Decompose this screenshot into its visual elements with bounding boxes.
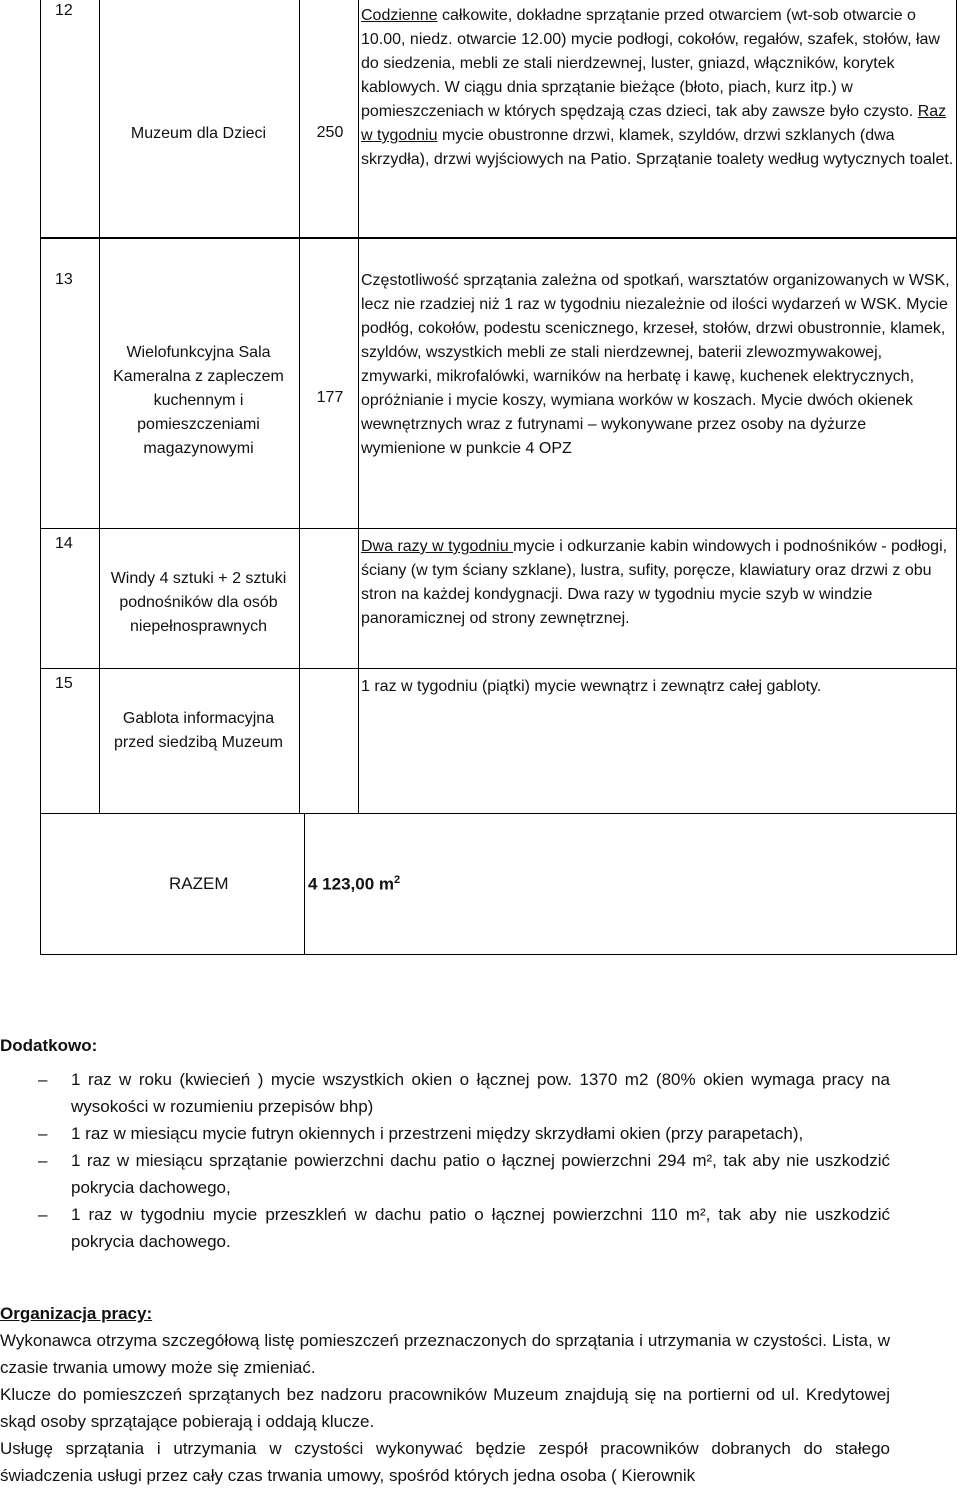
- description-text: Częstotliwość sprzątania zależna od spotkań, warsztatów organizowanych w WSK, lecz nie rzadziej niż 1 raz w tygodniu niezależnie od ilości wydarzeń w WSK. Mycie podłóg, cokołów, podestu scenicznego, krzeseł, stołów, drzwi obustronnie, klamek, szyldów, wszystkich mebli ze stali nierdzewnej, baterii zlewozmywakowej, zmywarki, mikrofalówki, warników na herbatę i kawę, kuchenek elektrycznych, opróżnianie i mycie koszy, wymiana worków w koszach. Mycie dwóch okienek wewnętrznych wraz z futrynami – wykonywane przez osoby na dyżurze wymienione w punkcie 4 OPZ: [361, 272, 950, 457]
- cleaning-description: [361, 675, 955, 699]
- organization-heading: Organizacja pracy:: [0, 1304, 153, 1323]
- dash-bullet: –: [38, 1205, 48, 1224]
- list-item-text: 1 raz w tygodniu mycie przeszkleń w dachu patio o łącznej powierzchni 110 m², tak aby nie uszkodzić pokrycia dachowego.: [71, 1205, 890, 1251]
- paragraph: Usługę sprzątania i utrzymania w czystości wykonywać będzie zespół pracowników dobranych do stałego świadczenia usługi przez cały czas trwania umowy, spośród których jedna osoba ( Kierownik: [0, 1439, 890, 1485]
- description-text: mycie obustronne drzwi, klamek, szyldów, drzwi szklanych (dwa skrzydła), drzwi wyjściowych na Patio. Sprzątanie toalety według wytycznych toalet.: [361, 127, 954, 168]
- additional-section: [0, 1032, 890, 1255]
- dash-bullet: –: [38, 1124, 48, 1143]
- area-size: 250: [316, 124, 344, 141]
- cleaning-description: [361, 269, 955, 461]
- list-item-text: 1 raz w miesiącu sprzątanie powierzchni dachu patio o łącznej powierzchni 294 m², tak aby nie uszkodzić pokrycia dachowego,: [71, 1151, 890, 1197]
- area-name: Windy 4 sztuki + 2 sztuki podnośników dla osób niepełnosprawnych: [110, 570, 287, 635]
- description-text: mycie i odkurzanie kabin windowych i podnośników - podłogi, ściany (w tym ściany szklane), lustra, sufity, poręcze, klawiatury oraz drzwi z obu stron na każdej kondygnacji. Dwa razy w tygodniu mycie szyb w windzie panoramicznej od strony zewnętrznej.: [361, 538, 948, 627]
- list-item: [0, 1066, 890, 1120]
- area-name: Gablota informacyjna przed siedzibą Muzeum: [114, 710, 283, 751]
- total-label: RAZEM: [169, 874, 229, 893]
- description-text: 1 raz w tygodniu (piątki) mycie wewnątrz i zewnątrz całej gabloty.: [361, 678, 822, 695]
- list-item: [0, 1120, 890, 1147]
- row-number: 12: [55, 2, 73, 19]
- list-item-text: 1 raz w roku (kwiecień ) mycie wszystkich okien o łącznej pow. 1370 m2 (80% okien wymaga pracy na wysokości w rozumieniu przepisów bhp): [71, 1070, 890, 1116]
- total-row: [40, 814, 957, 955]
- description-emphasis: Dwa razy w tygodniu: [361, 538, 514, 555]
- description-emphasis: Raz w tygodniu: [361, 103, 947, 144]
- list-item: [0, 1147, 890, 1201]
- row-number: 13: [55, 271, 73, 288]
- description-text: całkowite, dokładne sprzątanie przed otwarciem (wt-sob otwarcie o 10.00, niedz. otwarcie 12.00) mycie podłogi, cokołów, regałów, szafek, stołów, ław do siedzenia, mebli ze stali nierdzewnej, luster, gniazd, włączników, korytek kablowych. W ciągu dnia sprzątanie bieżące (błoto, piach, kurz itp.) w pomieszczeniach w których spędzają czas dzieci, tak aby zawsze było czysto.: [361, 7, 940, 120]
- table-row: [40, 238, 957, 529]
- paragraph: Wykonawca otrzyma szczegółową listę pomieszczeń przeznaczonych do sprzątania i utrzymania w czystości. Lista, w czasie trwania umowy może się zmieniać.: [0, 1331, 890, 1377]
- table-row: [40, 0, 957, 238]
- paragraph: Klucze do pomieszczeń sprzątanych bez nadzoru pracowników Muzeum znajdują się na portierni od ul. Kredytowej skąd osoby sprzątające pobierają i oddają klucze.: [0, 1385, 890, 1431]
- additional-heading: Dodatkowo:: [0, 1036, 98, 1055]
- cleaning-description: [361, 535, 955, 631]
- area-name: Wielofunkcyjna Sala Kameralna z zapleczem kuchennym i pomieszczeniami magazynowymi: [113, 344, 284, 457]
- row-number: 15: [55, 675, 73, 692]
- total-value: 4 123,00 $m^2$: [308, 874, 401, 894]
- dash-bullet: –: [38, 1070, 48, 1089]
- table-row: [40, 529, 957, 669]
- table-row: [40, 669, 957, 814]
- cleaning-description: [361, 4, 955, 172]
- area-name: Muzeum dla Dzieci: [130, 125, 267, 142]
- row-number: 14: [55, 535, 73, 552]
- dash-bullet: –: [38, 1151, 48, 1170]
- description-emphasis: Codzienne: [361, 7, 438, 24]
- organization-section: [0, 1300, 890, 1489]
- area-size: 177: [316, 389, 344, 406]
- list-item-text: 1 raz w miesiącu mycie futryn okiennych i przestrzeni między skrzydłami okien (przy parapetach),: [71, 1124, 804, 1143]
- list-item: [0, 1201, 890, 1255]
